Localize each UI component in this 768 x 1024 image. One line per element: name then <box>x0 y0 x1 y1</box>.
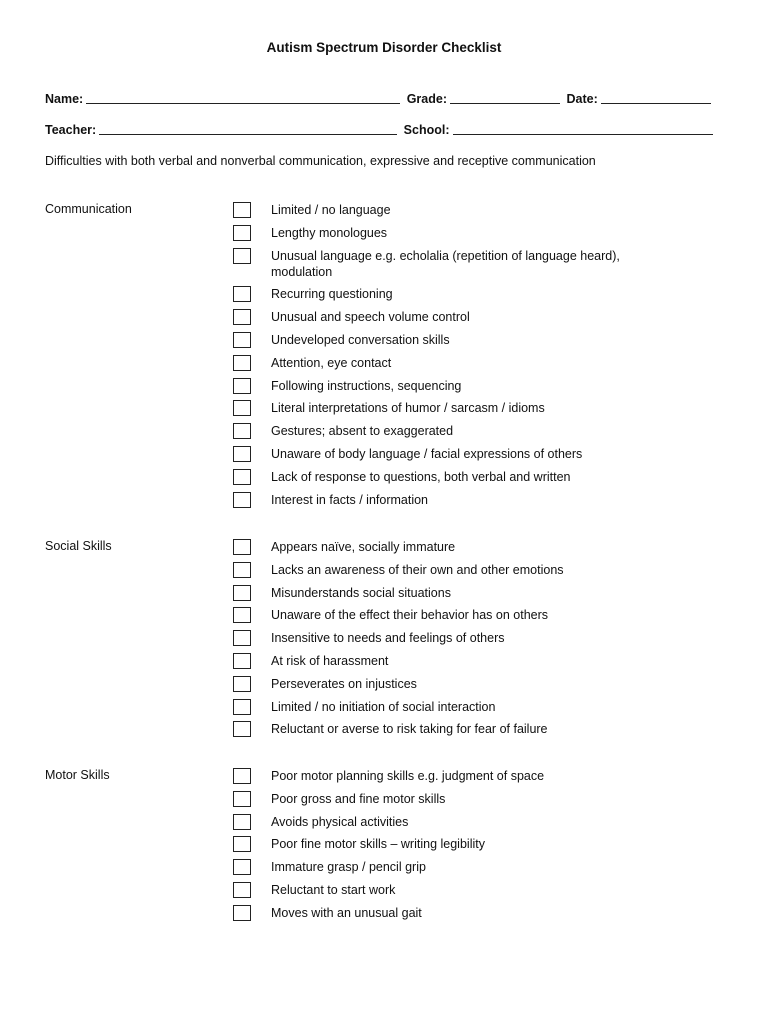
checkbox[interactable] <box>233 721 251 737</box>
checkbox[interactable] <box>233 332 251 348</box>
checkbox[interactable] <box>233 607 251 623</box>
teacher-field[interactable] <box>99 122 397 135</box>
section-label-motor-skills: Motor Skills <box>45 768 110 782</box>
checkbox[interactable] <box>233 791 251 807</box>
checklist-item-label: Unusual and speech volume control <box>271 310 470 325</box>
checkbox[interactable] <box>233 699 251 715</box>
checklist-item-label: Following instructions, sequencing <box>271 378 462 393</box>
checklist-item-label: Misunderstands social situations <box>271 585 451 600</box>
checklist-item-label: Unaware of the effect their behavior has on others <box>271 608 549 623</box>
checkbox[interactable] <box>233 905 251 921</box>
name-label: Name: <box>45 92 84 106</box>
grade-field[interactable] <box>450 91 560 104</box>
checklist-item-label: Appears naïve, socially immature <box>271 540 456 554</box>
checkbox[interactable] <box>233 859 251 875</box>
teacher-label: Teacher: <box>45 123 97 137</box>
checkbox[interactable] <box>233 814 251 830</box>
checklist-item-label: Limited / no language <box>271 203 391 217</box>
checkbox[interactable] <box>233 378 251 394</box>
section-label-social-skills: Social Skills <box>45 539 112 553</box>
checklist-item-label: Poor motor planning skills e.g. judgment of space <box>271 769 545 783</box>
checkbox[interactable] <box>233 539 251 555</box>
checklist-item-label: Recurring questioning <box>271 287 393 302</box>
checkbox[interactable] <box>233 400 251 416</box>
intro-text: Difficulties with both verbal and nonverbal communication, expressive and receptive communication <box>45 154 596 168</box>
checkbox[interactable] <box>233 286 251 302</box>
checklist-item-label: Immature grasp / pencil grip <box>271 860 426 875</box>
date-label: Date: <box>566 92 598 106</box>
checklist-item-label: Lacks an awareness of their own and other emotions <box>271 562 564 577</box>
checklist-item-label: Reluctant to start work <box>271 883 396 897</box>
checklist-item-label: Reluctant or averse to risk taking for fear of failure <box>271 722 548 737</box>
checklist-item-label: Avoids physical activities <box>271 814 409 829</box>
checklist-item-label: Moves with an unusual gait <box>271 905 422 920</box>
checklist-item-label: Unaware of body language / facial expressions of others <box>271 447 583 461</box>
checklist-item-label: Attention, eye contact <box>271 355 392 370</box>
checklist-item-label: Poor gross and fine motor skills <box>271 791 446 806</box>
checklist-item-label: Lack of response to questions, both verbal and written <box>271 469 571 484</box>
checklist-item-label: Unusual language e.g. echolalia (repetition of language heard), modulation <box>271 248 620 279</box>
checklist-item-label: Insensitive to needs and feelings of others <box>271 631 505 646</box>
checkbox[interactable] <box>233 248 251 264</box>
checklist-item-label: At risk of harassment <box>271 654 389 668</box>
checkbox[interactable] <box>233 768 251 784</box>
checkbox[interactable] <box>233 882 251 898</box>
checklist-item-label: Perseverates on injustices <box>271 676 417 691</box>
checkbox[interactable] <box>233 585 251 601</box>
page-title: Autism Spectrum Disorder Checklist <box>266 40 502 55</box>
school-label: School: <box>403 123 450 137</box>
checkbox[interactable] <box>233 309 251 325</box>
checklist-item-label: Gestures; absent to exaggerated <box>271 424 454 439</box>
checkbox[interactable] <box>233 836 251 852</box>
checklist-item-label: Limited / no initiation of social interaction <box>271 699 496 714</box>
school-field[interactable] <box>453 122 713 135</box>
checkbox[interactable] <box>233 355 251 371</box>
checkbox[interactable] <box>233 630 251 646</box>
student-info-row <box>45 91 725 106</box>
section-label-communication: Communication <box>45 202 132 216</box>
checklist-item-label: Interest in facts / information <box>271 492 429 507</box>
checkbox[interactable] <box>233 562 251 578</box>
grade-label: Grade: <box>406 92 447 106</box>
checkbox[interactable] <box>233 653 251 669</box>
teacher-info-row <box>45 122 725 137</box>
checkbox[interactable] <box>233 225 251 241</box>
checklist-item-label: Poor fine motor skills – writing legibility <box>271 837 485 852</box>
checkbox[interactable] <box>233 202 251 218</box>
checklist-item-label: Literal interpretations of humor / sarcasm / idioms <box>271 401 545 416</box>
checkbox[interactable] <box>233 469 251 485</box>
checkbox[interactable] <box>233 676 251 692</box>
date-field[interactable] <box>601 91 711 104</box>
checkbox[interactable] <box>233 446 251 462</box>
checklist-item-label: Undeveloped conversation skills <box>271 333 450 347</box>
name-field[interactable] <box>86 91 400 104</box>
checkbox[interactable] <box>233 492 251 508</box>
checklist-item-label: Lengthy monologues <box>271 225 388 240</box>
checkbox[interactable] <box>233 423 251 439</box>
